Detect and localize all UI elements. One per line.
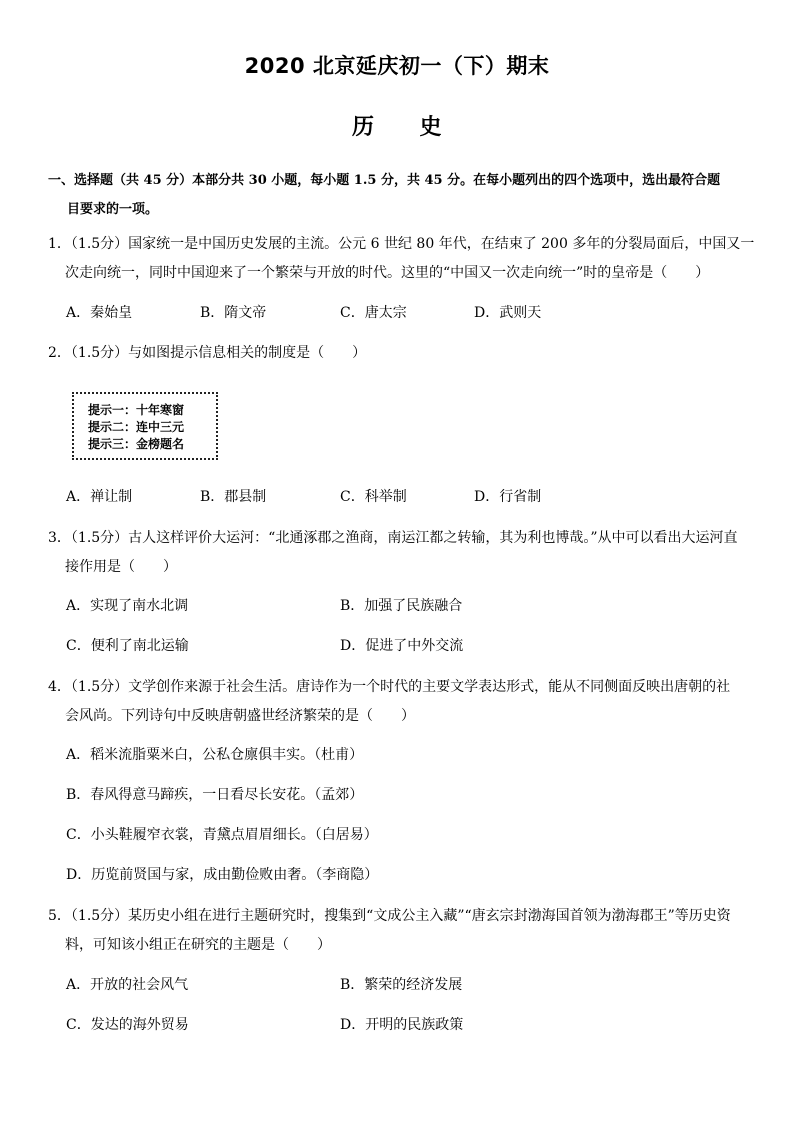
hint-line-1: 提示一：十年寒窗	[88, 403, 185, 417]
question-2-option-d[interactable]: D．行省制	[474, 489, 542, 505]
question-1-option-c[interactable]: C．唐太宗	[340, 305, 407, 321]
question-4-option-a[interactable]: A．稻米流脂粟米白，公私仓廪俱丰实。（杜甫）	[66, 747, 364, 763]
question-2-option-c[interactable]: C．科举制	[340, 489, 407, 505]
hint-line-3: 提示三：金榜题名	[88, 437, 185, 451]
hint-line-2: 提示二：连中三元	[88, 420, 185, 434]
question-4-option-c[interactable]: C．小头鞋履窄衣裳，青黛点眉眉细长。（白居易）	[66, 827, 378, 843]
question-2-option-b[interactable]: B．郡县制	[200, 489, 267, 505]
question-stem-line: 料，可知该小组正在研究的主题是（ ）	[65, 937, 331, 953]
section-line-2: 目要求的一项。	[67, 202, 159, 217]
section-heading	[48, 166, 760, 224]
question-5-option-d[interactable]: D．开明的民族政策	[340, 1017, 464, 1033]
section-line-1: 一、选择题（共 45 分）本部分共 30 小题，每小题 1.5 分，共 45 分。在每小题列出的四个选项中，选出最符合题	[48, 173, 721, 188]
question-2-stem	[48, 339, 760, 368]
question-stem-line: 2．（1.5分）与如图提示信息相关的制度是（ ）	[48, 345, 367, 361]
question-5-option-b[interactable]: B．繁荣的经济发展	[340, 977, 463, 993]
question-3-option-b[interactable]: B．加强了民族融合	[340, 598, 463, 614]
question-5-option-c[interactable]: C．发达的海外贸易	[66, 1017, 189, 1033]
question-stem-line: 次走向统一，同时中国迎来了一个繁荣与开放的时代。这里的“中国又一次走向统一”时的皇帝是（ ）	[65, 265, 710, 281]
question-stem-line: 4．（1.5分）文学创作来源于社会生活。唐诗作为一个时代的主要文学表达形式，能从不同侧面反映出唐朝的社	[48, 679, 731, 695]
question-3-option-d[interactable]: D．促进了中外交流	[340, 638, 464, 654]
question-1-stem	[48, 230, 760, 288]
question-1-option-a[interactable]: A．秦始皇	[66, 305, 133, 321]
subject-title: 历 史	[351, 115, 442, 140]
question-5-stem	[48, 902, 760, 960]
question-2-option-a[interactable]: A．禅让制	[66, 489, 133, 505]
question-stem-line: 5．（1.5分）某历史小组在进行主题研究时，搜集到“文成公主入藏”“唐玄宗封渤海国首领为渤海郡王”等历史资	[48, 908, 731, 924]
question-5-option-a[interactable]: A．开放的社会风气	[66, 977, 189, 993]
question-1-option-b[interactable]: B．隋文帝	[200, 305, 267, 321]
question-4-option-b[interactable]: B．春风得意马蹄疾，一日看尽长安花。（孟郊）	[66, 787, 364, 803]
question-stem-line: 接作用是（ ）	[65, 559, 177, 575]
question-3-option-a[interactable]: A．实现了南水北调	[66, 598, 189, 614]
question-4-option-d[interactable]: D．历览前贤国与家，成由勤俭败由奢。（李商隐）	[66, 867, 379, 883]
question-stem-line: 会风尚。下列诗句中反映唐朝盛世经济繁荣的是（ ）	[65, 708, 415, 724]
hint-box	[72, 392, 218, 460]
question-3-stem	[48, 524, 760, 582]
question-1-option-d[interactable]: D．武则天	[474, 305, 542, 321]
page-title: 2020 北京延庆初一（下）期末	[244, 54, 550, 78]
question-3-option-c[interactable]: C．便利了南北运输	[66, 638, 189, 654]
question-4-stem	[48, 673, 760, 731]
question-stem-line: 1．（1.5分）国家统一是中国历史发展的主流。公元 6 世纪 80 年代，在结束了 200 多年的分裂局面后，中国又一	[48, 236, 755, 252]
question-stem-line: 3．（1.5分）古人这样评价大运河：“北通涿郡之渔商，南运江都之转输，其为利也博哉。”从中可以看出大运河直	[48, 530, 738, 546]
